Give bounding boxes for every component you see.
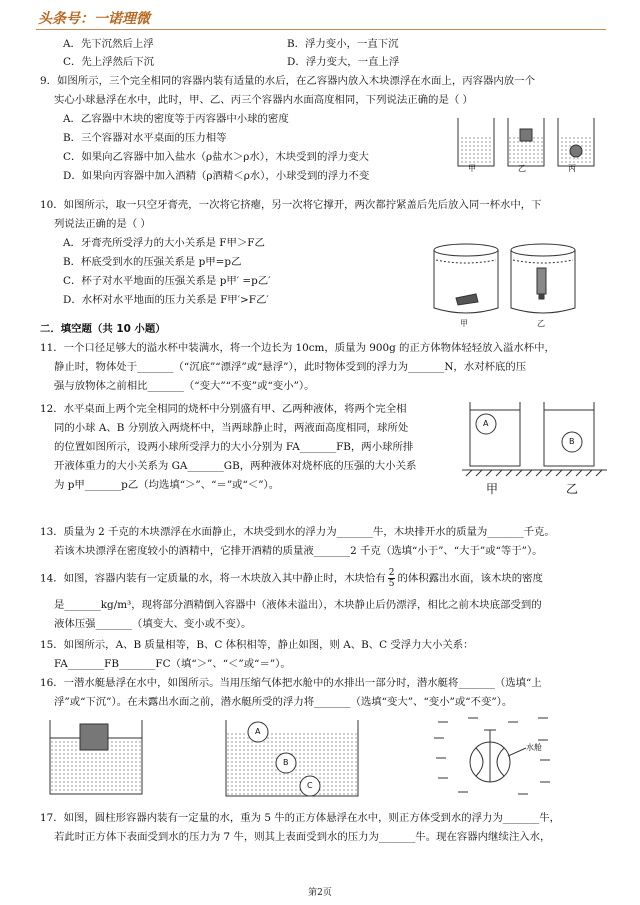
- q12-ball-b-label: B: [569, 437, 575, 446]
- q12-ball-a-label: A: [483, 419, 489, 428]
- q14-fraction-denominator: 5: [388, 579, 395, 589]
- q10-option-d: D．水杯对水平地面的压力关系是 F甲′>F乙′: [63, 294, 269, 306]
- q16-fig-label-ballast: 水舱: [526, 743, 542, 752]
- q14-line1: [40, 568, 543, 589]
- q11-line2: 静止时，物体处于_______（“沉底”“漂浮”或“悬浮”），此时物体受到的浮力为_______N，水对杯底的压: [54, 361, 527, 373]
- q16-line2: 浮”或“下沉”）。在未露出水面之前，潜水艇所受的浮力将_______（选填“变大”、“变小”或“不变”）。: [54, 696, 513, 708]
- q12-line5: 为 p甲_______p乙（均选填“＞”、“＝”或“＜”）。: [54, 479, 280, 491]
- q13-line1: 13．质量为 2 千克的木块漂浮在水面静止，木块受到水的浮力为_______牛，木块排开水的质量为_______千克。: [40, 526, 555, 538]
- q13-line2: 若该木块漂浮在密度较小的酒精中，它排开酒精的质量液_______2 千克（选填“小于”、“大于”或“等于”）。: [54, 545, 543, 557]
- q15-ball-c-label: C: [307, 781, 313, 790]
- q12-fig-label-jia: 甲: [486, 482, 499, 496]
- q12-line1: 12．水平桌面上两个完全相同的烧杯中分别盛有甲、乙两种液体，将两个完全相: [40, 403, 407, 415]
- q15-ball-b-label: B: [283, 758, 289, 767]
- q10-fig-label-yi: 乙: [537, 319, 545, 328]
- q14-fraction-numerator: 2: [388, 568, 395, 578]
- q8-option-c: C．先上浮然后下沉: [63, 56, 155, 68]
- q17-line2: 若此时正方体下表面受到水的压力为 7 牛，则其上表面受到水的压力为_______牛。现在容器内继续注入水，: [54, 831, 551, 843]
- q15-ball-a-label: A: [255, 727, 261, 736]
- q12-line3: 的位置如图所示，设两小球所受浮力的大小分别为 FA_______FB，两小球所排: [54, 441, 414, 453]
- q10-option-c: C．杯子对水平地面的压强关系是 p甲′ =p乙′: [63, 275, 271, 287]
- q14-line1-part-b: 的体积露出水面，该木块的密度: [397, 572, 543, 585]
- q12-line4: 开液体重力的大小关系为 GA_______GB，两种液体对烧杯底的压强的大小关系: [54, 460, 417, 472]
- header-rule: [36, 29, 606, 30]
- page-number: 第2页: [308, 888, 332, 898]
- q14-line2: 是_______kg/m³，现将部分酒精倒入容器中（液体未溢出），木块静止后仍漂浮，相比之前木块底部受到的: [54, 599, 542, 611]
- q15-figure-three-balls: [222, 716, 362, 800]
- q16-figure-submarine: [428, 712, 568, 800]
- q9-option-a: A．乙容器中木块的密度等于丙容器中小球的密度: [63, 113, 289, 125]
- q8-option-b: B．浮力变小，一直下沉: [287, 38, 399, 50]
- q9-stem-line2: 实心小球悬浮在水中，此时，甲、乙、丙三个容器内水面高度相同，下列说法正确的是（ ）: [54, 94, 473, 106]
- q15-line1: 15．如图所示，A、B 质量相等，B、C 体积相等，静止如图，则 A、B、C 受浮力大小关系：: [40, 639, 474, 651]
- q12-line2: 同的小球 A、B 分别放入两烧杯中，当两球静止时，两液面高度相同，球所处: [54, 422, 409, 434]
- q17-line1: 17．如图，圆柱形容器内装有一定量的水，重为 5 牛的正方体悬浮在水中，则正方体受到水的浮力为_______牛，: [40, 812, 560, 824]
- q9-fig-label-bing: 丙: [568, 164, 576, 173]
- q14-figure-floating-block: [46, 716, 146, 796]
- q11-line3: 强与放物体之前相比_______（“变大”“不变”或“变小”）。: [54, 380, 315, 392]
- q9-option-c: C．如果向乙容器中加入盐水（ρ盐水＞ρ水），木块受到的浮力变大: [63, 151, 369, 163]
- q16-line1: 16．一潜水艇悬浮在水中，如图所示。当用压缩气体把水舱中的水排出一部分时，潜水艇将_______（选填“上: [40, 677, 542, 689]
- q12-fig-label-yi: 乙: [566, 482, 579, 496]
- q10-option-a: A．牙膏壳所受浮力的大小关系是 F甲＞F乙: [63, 237, 265, 249]
- q14-fraction: [388, 568, 396, 589]
- q9-option-d: D．如果向丙容器中加入酒精（ρ酒精＜ρ水），小球受到的浮力不变: [63, 170, 370, 182]
- q9-fig-label-jia: 甲: [468, 164, 476, 173]
- q9-option-b: B．三个容器对水平桌面的压力相等: [63, 132, 227, 144]
- q12-figure-beakers: [462, 396, 607, 504]
- q11-line1: 11．一个口径足够大的溢水杯中装满水，将一个边长为 10cm，质量为 900g 的正方体物体轻轻放入溢水杯中，: [40, 342, 555, 354]
- q8-option-d: D．浮力变大，一直上浮: [287, 56, 400, 68]
- brand-header: 头条号：一诺理微: [38, 11, 150, 27]
- q10-stem-line2: 列说法正确的是（ ）: [54, 218, 151, 230]
- q10-stem-line1: 10．如图所示，取一只空牙膏壳，一次将它挤瘪，另一次将它撑开，两次都拧紧盖后先后放入同一杯水中，下: [40, 199, 542, 211]
- q8-option-a: A．先下沉然后上浮: [63, 38, 154, 50]
- q15-line2: FA_______FB_______FC（填“＞”、“＜”或“＝”）。: [54, 658, 291, 670]
- section-fill-in-title: 二．填空题（共 10 小题）: [40, 323, 166, 335]
- q9-fig-label-yi: 乙: [518, 164, 526, 173]
- q14-line1-part-a: 14．如图，容器内装有一定质量的水，将一木块放入其中静止时，木块恰有: [40, 572, 386, 585]
- q10-fig-label-jia: 甲: [460, 319, 468, 328]
- q14-line3: 液体压强_______（填变大、变小或不变）。: [54, 618, 252, 630]
- q10-option-b: B．杯底受到水的压强关系是 p甲=p乙: [63, 256, 242, 268]
- q9-stem-line1: 9．如图所示，三个完全相同的容器内装有适量的水后，在乙容器内放入木块漂浮在水面上，丙容器内放一个: [40, 75, 535, 87]
- q10-figure-toothpaste-cups: [426, 238, 581, 326]
